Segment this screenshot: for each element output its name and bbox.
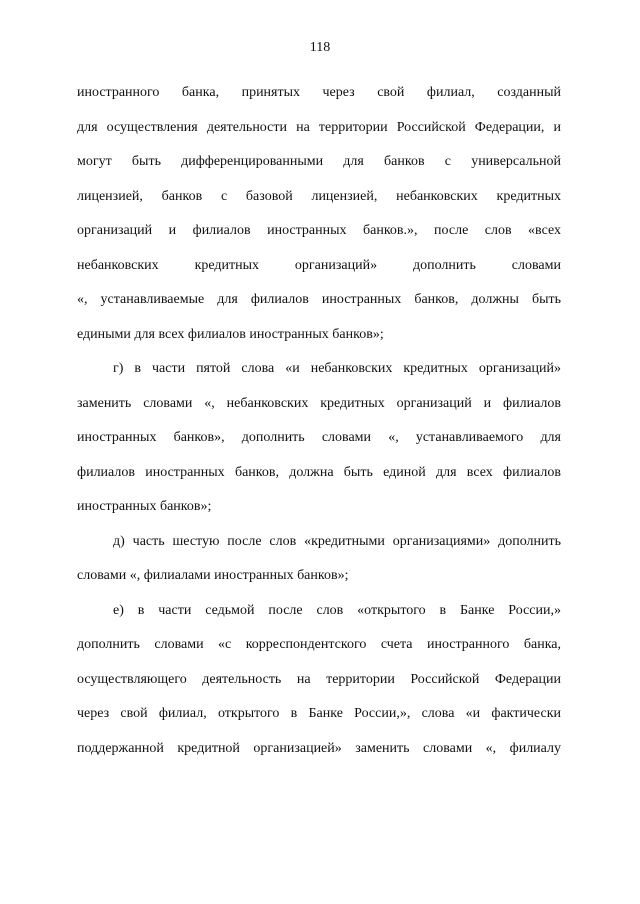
paragraph-1-line-7: «, устанавливаемые для филиалов иностранных банков, должны быть <box>77 292 561 307</box>
paragraph-2-line-4: филиалов иностранных банков, должна быть единой для всех филиалов <box>77 464 561 480</box>
paragraph-2-line-1: г) в части пятой слова «и небанковских кредитных организаций» <box>113 361 561 376</box>
paragraph-3-line-2: словами «, филиалами иностранных банков»; <box>77 568 349 583</box>
paragraph-2-line-3: иностранных банков», дополнить словами «, устанавливаемого для <box>77 430 561 445</box>
paragraph-2-line-5: иностранных банков»; <box>77 499 212 514</box>
paragraph-4-line-4: через свой филиал, открытого в Банке России,», слова «и фактически <box>77 706 561 721</box>
document-body <box>77 76 561 766</box>
paragraph-4-line-5: поддержанной кредитной организацией» заменить словами «, филиалу <box>77 740 561 756</box>
paragraph-4-line-1: е) в части седьмой после слов «открытого в Банке России,» <box>113 602 561 618</box>
paragraph-3-line-1: д) часть шестую после слов «кредитными организациями» дополнить <box>113 533 561 549</box>
paragraph-1-line-8: едиными для всех филиалов иностранных банков»; <box>77 326 384 342</box>
paragraph-1-line-5: организаций и филиалов иностранных банков.», после слов «всех <box>77 223 561 238</box>
paragraph-1-line-2: для осуществления деятельности на территории Российской Федерации, и <box>77 119 561 135</box>
paragraph-4-line-2: дополнить словами «с корреспондентского счета иностранного банка, <box>77 637 561 652</box>
paragraph-4-line-3: осуществляющего деятельность на территории Российской Федерации <box>77 671 561 687</box>
paragraph-1-line-3: могут быть дифференцированными для банков с универсальной <box>77 154 561 169</box>
paragraph-1-line-1: иностранного банка, принятых через свой филиал, созданный <box>77 85 561 100</box>
paragraph-2-line-2: заменить словами «, небанковских кредитных организаций и филиалов <box>77 395 561 411</box>
paragraph-1-line-4: лицензией, банков с базовой лицензией, небанковских кредитных <box>77 188 561 204</box>
paragraph-1-line-6: небанковских кредитных организаций» дополнить словами <box>77 257 561 273</box>
page-number: 118 <box>309 40 331 55</box>
